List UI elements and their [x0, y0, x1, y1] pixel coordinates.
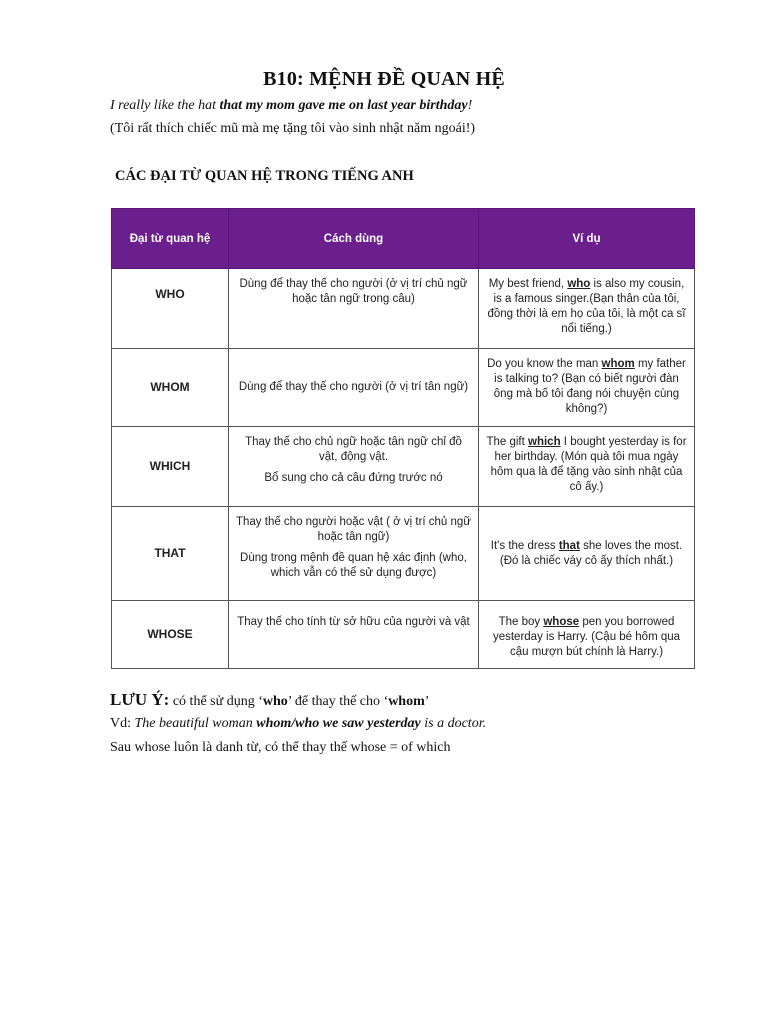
table-row [112, 507, 695, 601]
example-cell [479, 427, 695, 507]
note-line [110, 690, 429, 710]
pronoun-cell: THAT [112, 507, 229, 601]
header-example: Ví dụ [479, 209, 695, 269]
usage-cell [229, 507, 479, 601]
usage-text: Thay thế cho tính từ sở hữu của người và vật [237, 616, 470, 628]
note-text: ’ [424, 694, 430, 709]
example-text: is also my cousin, is a famous singer.(Bạn thân của tôi, đồng thời là em họ của tôi, là một ca sĩ nổi tiếng.) [487, 278, 686, 335]
example-text: It's the dress [490, 539, 559, 552]
example-keyword: which [528, 436, 561, 448]
usage-text: Dùng để thay thế cho người (ở vị trí chủ ngữ hoặc tân ngữ trong câu) [239, 278, 468, 305]
usage-text: Thay thế cho người hoặc vật ( ở vị trí chủ ngữ hoặc tân ngữ) [235, 516, 472, 543]
usage-cell [229, 269, 479, 349]
example-cell [479, 507, 695, 601]
header-pronoun: Đại từ quan hệ [112, 209, 229, 269]
example-cell [479, 601, 695, 669]
pronoun-cell: WHOSE [112, 601, 229, 669]
table-row [112, 349, 695, 427]
usage-text: Bổ sung cho cả câu đứng trước nó [264, 471, 443, 484]
note-text: có thể sử dụng ‘ [169, 694, 263, 709]
usage-text: Dùng để thay thế cho người (ở vị trí tân ngữ) [238, 381, 469, 394]
vd-text: The beautiful woman [134, 716, 257, 731]
example-sentence [110, 98, 472, 114]
pronoun-cell: WHICH [112, 427, 229, 507]
pronoun-cell: WHOM [112, 349, 229, 427]
example-bold: that my mom gave me on last year birthday [219, 98, 468, 113]
example-after: ! [467, 98, 473, 113]
example-text: The gift [486, 436, 529, 448]
example-keyword: whose [543, 616, 580, 628]
table-row [112, 601, 695, 669]
example-text: I bought yesterday is for her birthday. (Món quà tôi mua ngày hôm qua là để tặng vào sinh nhật của cô ấy.) [490, 436, 687, 493]
vd-bold: whom/who we saw yesterday [256, 716, 421, 731]
example-text: she loves the most. (Đó là chiếc váy cô ấy thích nhất.) [499, 539, 683, 567]
usage-cell [229, 601, 479, 669]
whose-note: Sau whose luôn là danh từ, có thể thay thế whose = of which [110, 740, 451, 755]
example-before: I really like the hat [110, 98, 220, 113]
note-word-whom: whom [388, 694, 425, 709]
note-word-who: who [262, 694, 288, 709]
usage-cell [229, 427, 479, 507]
example-cell [479, 349, 695, 427]
example-translation: (Tôi rất thích chiếc mũ mà mẹ tặng tôi vào sinh nhật năm ngoái!) [110, 121, 476, 136]
example-text: My best friend, [488, 278, 568, 290]
page-title: B10: MỆNH ĐỀ QUAN HỆ [263, 68, 505, 90]
vd-text: is a doctor. [420, 716, 487, 731]
usage-text: Dùng trong mệnh đề quan hệ xác định (who, which vẫn có thể sử dụng được) [240, 551, 467, 579]
note-label: LƯU Ý: [110, 690, 170, 709]
example-text: Do you know the man [487, 358, 602, 370]
header-usage: Cách dùng [229, 209, 479, 269]
example-keyword: who [567, 278, 591, 290]
table-row [112, 269, 695, 349]
usage-cell [229, 349, 479, 427]
vd-prefix: Vd: [110, 716, 135, 731]
section-heading: CÁC ĐẠI TỪ QUAN HỆ TRONG TIẾNG ANH [115, 168, 414, 184]
table-header-row [112, 209, 695, 269]
example-cell [479, 269, 695, 349]
example-keyword: that [558, 539, 580, 552]
note-text: ’ để thay thế cho ‘ [287, 694, 389, 709]
example-text: The boy [498, 616, 544, 628]
usage-text: Thay thế cho chủ ngữ hoặc tân ngữ chỉ đồ vật, động vật. [245, 436, 462, 463]
example-keyword: whom [601, 358, 635, 370]
pronoun-cell: WHO [112, 269, 229, 349]
relative-pronoun-table [111, 208, 695, 669]
vd-example [110, 716, 486, 732]
table-row [112, 427, 695, 507]
example-text: pen you borrowed yesterday is Harry. (Cậu bé hôm qua cậu mượn bút chính là Harry.) [492, 616, 681, 658]
example-text: my father is talking to? (Bạn có biết người đàn ông mà bố tôi đang nói chuyện cùng không?) [493, 358, 686, 415]
